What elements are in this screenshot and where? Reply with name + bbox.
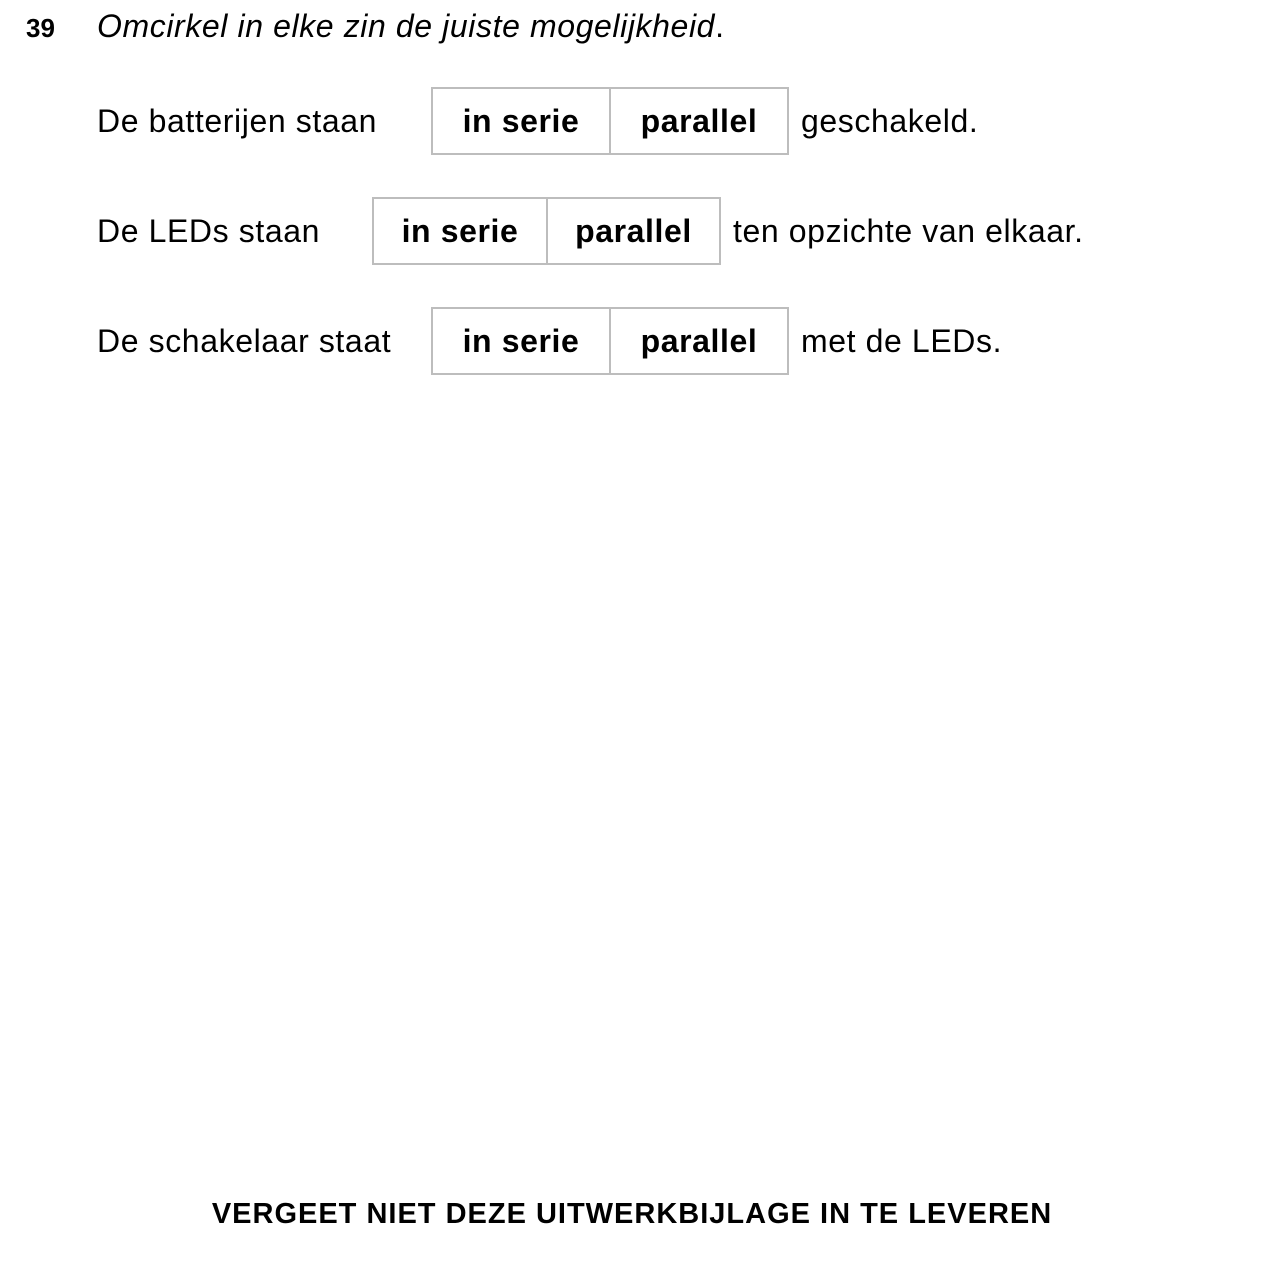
choice-box bbox=[431, 87, 789, 155]
choice-box bbox=[431, 307, 789, 375]
sentence-prefix: De LEDs staan bbox=[97, 213, 321, 249]
sentence-prefix: De schakelaar staat bbox=[97, 323, 392, 359]
option-in-serie[interactable]: in serie bbox=[374, 199, 548, 263]
sentence-leds bbox=[97, 197, 1247, 265]
option-in-serie[interactable]: in serie bbox=[433, 89, 611, 153]
instruction-text: Omcirkel in elke zin de juiste mogelijkheid bbox=[97, 8, 716, 44]
sentence-batteries bbox=[97, 87, 1247, 155]
sentence-switch bbox=[97, 307, 1247, 375]
question-number: 39 bbox=[26, 13, 55, 43]
sentence-suffix: met de LEDs. bbox=[801, 323, 1003, 359]
sentence-suffix: geschakeld. bbox=[801, 103, 979, 139]
footer-reminder: VERGEET NIET DEZE UITWERKBIJLAGE IN TE LEVEREN bbox=[211, 1198, 1053, 1230]
question-instruction bbox=[97, 7, 725, 45]
option-parallel[interactable]: parallel bbox=[575, 213, 692, 249]
option-parallel[interactable]: parallel bbox=[640, 323, 758, 359]
option-in-serie[interactable]: in serie bbox=[433, 309, 611, 373]
sentence-suffix: ten opzichte van elkaar. bbox=[733, 213, 1084, 249]
choice-box bbox=[372, 197, 721, 265]
instruction-period: . bbox=[715, 8, 725, 44]
option-parallel[interactable]: parallel bbox=[640, 103, 758, 139]
sentence-prefix: De batterijen staan bbox=[97, 103, 378, 139]
